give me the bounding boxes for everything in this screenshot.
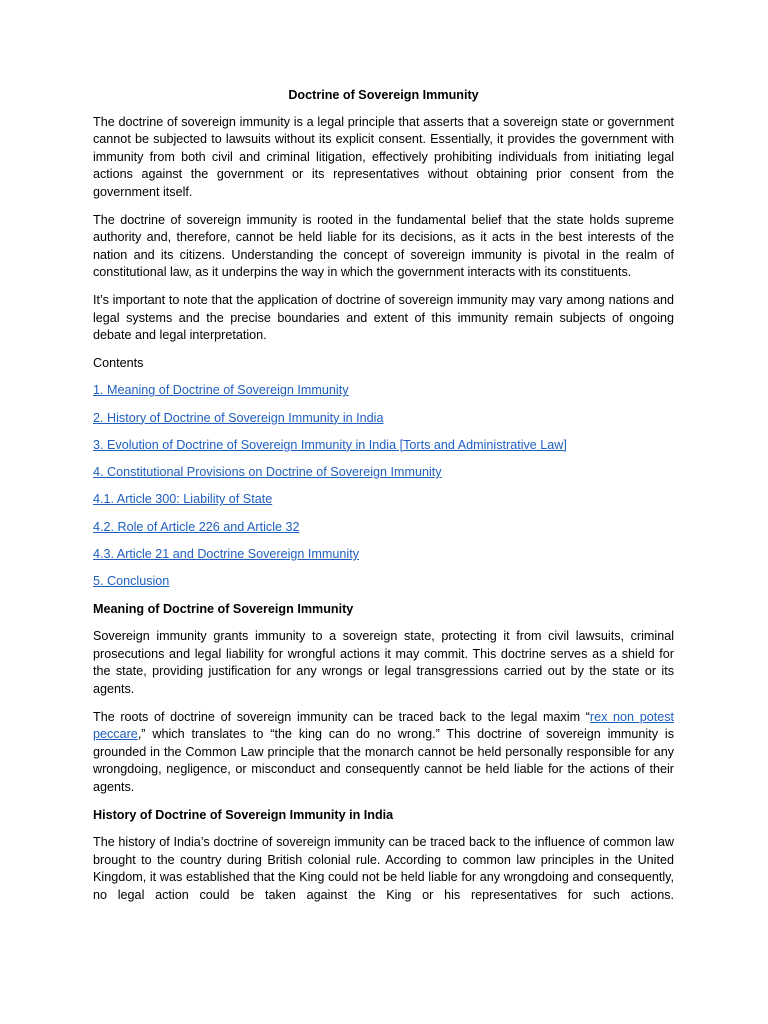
toc-link-article-21[interactable]: 4.3. Article 21 and Doctrine Sovereign Immunity: [93, 547, 359, 561]
toc-item-1: [93, 382, 674, 400]
toc-link-history[interactable]: 2. History of Doctrine of Sovereign Immunity in India: [93, 410, 384, 425]
toc-item-4-2: [93, 519, 674, 537]
toc-item-4-1: [93, 491, 674, 509]
toc-link-conclusion[interactable]: 5. Conclusion: [93, 574, 170, 589]
intro-paragraph-2: The doctrine of sovereign immunity is rooted in the fundamental belief that the state holds supreme authority and, therefore, cannot be held liable for its decisions, as it acts in the best interests of the nation and its citizens. Understanding the concept of sovereign immunity is pivotal in the realm of constitutional law, as it underpins the way in which the government interacts with its constituents.: [93, 212, 674, 280]
intro-paragraph-3: It’s important to note that the application of doctrine of sovereign immunity may vary among nations and legal systems and the precise boundaries and extent of this immunity remain subjects of ongoing debate and legal interpretation.: [93, 292, 674, 343]
meaning-paragraph-2-text-b: ,” which translates to “the king can do no wrong.” This doctrine of sovereign immunity is grounded in the Common Law principle that the monarch cannot be held personally responsible for any wrongdoing, negligence, or misconduct and consequently cannot be held liable for the actions of their agents.: [93, 727, 674, 794]
maxim-link[interactable]: rex non potest peccare: [93, 709, 674, 742]
meaning-paragraph-2: [93, 709, 674, 797]
toc-link-article-300[interactable]: 4.1. Article 300: Liability of State: [93, 492, 273, 507]
history-paragraph-1: The history of India’s doctrine of sovereign immunity can be traced back to the influence of common law brought to the country during British colonial rule. According to common law principles in the United Kingdom, it was established that the King could not be held liable for any wrongdoing and consequently, no legal action could be taken against the King or his representatives for such actions.: [93, 835, 674, 902]
toc-item-4-3: [93, 546, 674, 564]
toc-link-article-226-32[interactable]: 4.2. Role of Article 226 and Article 32: [93, 519, 300, 534]
document-page: [93, 87, 674, 914]
toc-item-4: [93, 464, 674, 482]
section-heading-history: History of Doctrine of Sovereign Immunity in India: [93, 807, 394, 822]
toc-link-meaning[interactable]: 1. Meaning of Doctrine of Sovereign Immunity: [93, 383, 349, 398]
toc-link-evolution[interactable]: 3. Evolution of Doctrine of Sovereign Immunity in India [Torts and Administrative Law]: [93, 437, 567, 452]
contents-label: Contents: [93, 355, 144, 370]
document-title: Doctrine of Sovereign Immunity: [288, 88, 479, 102]
toc-link-constitutional-provisions[interactable]: 4. Constitutional Provisions on Doctrine of Sovereign Immunity: [93, 465, 442, 480]
meaning-paragraph-1: Sovereign immunity grants immunity to a sovereign state, protecting it from civil lawsuits, criminal prosecutions and legal liability for wrongful actions it may commit. This doctrine serves as a shield for the state, providing justification for any wrongs or legal transgressions carried out by the state or its agents.: [93, 629, 674, 696]
toc-item-2: [93, 410, 674, 428]
intro-paragraph-1: The doctrine of sovereign immunity is a legal principle that asserts that a sovereign state or government cannot be subjected to lawsuits without its explicit consent. Essentially, it provides the government with immunity from both civil and criminal litigation, effectively prohibiting individuals from initiating legal actions against the government or its representatives without obtaining prior consent from the government itself.: [93, 114, 674, 199]
toc-item-3: [93, 437, 674, 455]
meaning-paragraph-2-text-a: The roots of doctrine of sovereign immunity can be traced back to the legal maxim “: [93, 709, 590, 724]
section-heading-meaning: Meaning of Doctrine of Sovereign Immunity: [93, 601, 354, 616]
toc-item-5: [93, 573, 674, 591]
